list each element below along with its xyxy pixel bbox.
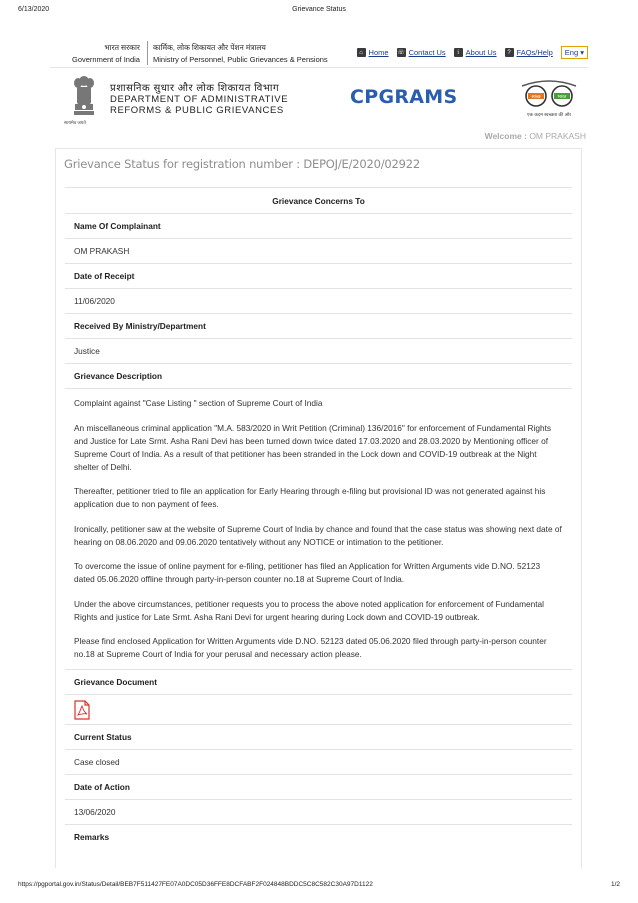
government-label [72,42,140,66]
government-hindi: भारत सरकार [104,43,140,52]
name-value: OM PRAKASH [65,238,572,263]
swachh-right-text: भारत [557,95,567,100]
description-paragraph: Complaint against "Case Listing " section of Supreme Court of India [74,398,323,408]
nav-faq-label: FAQs/Help [516,48,553,57]
department-english-2: REFORMS & PUBLIC GRIEVANCES [110,105,284,116]
nav-contact[interactable] [397,48,446,57]
ministry-hindi: कार्मिक, लोक शिकायत और पेंशन मंत्रालय [153,43,266,52]
emblem-caption: सत्यमेव जयते [64,120,86,125]
description-paragraph: Ironically, petitioner saw at the website of Supreme Court of India by chance and found that the case status was showing next date of hearing on 08.06.2020 and 09.06.2020 tentatively without any NOTICE or intimation to the petitioner. [74,523,562,547]
language-select[interactable]: Eng ▾ [561,46,588,59]
welcome-user: OM PRAKASH [529,131,586,141]
ministry-label [153,42,328,66]
phone-icon: ☏ [397,50,405,56]
welcome-label: Welcome : [484,131,527,141]
action-date-label: Date of Action [65,774,572,799]
info-icon: i [454,48,463,57]
welcome-message [485,131,586,141]
print-title: Grievance Status [292,6,346,13]
home-icon: ⌂ [357,48,366,57]
top-bar [50,38,588,68]
national-emblem-icon [72,74,96,120]
document-label: Grievance Document [65,669,572,694]
concerns-heading: Grievance Concerns To [65,187,572,213]
nav-faq[interactable] [505,48,553,57]
nav-home-label: Home [368,48,389,57]
print-page-number: 1/2 [610,881,620,888]
grievance-details [65,187,572,849]
remarks-label: Remarks [65,824,572,849]
brand-header [50,72,588,130]
print-url: https://pgportal.gov.in/Status/Detail/BEB7F511427FE07A0DC05D36FFE8DCFABF2F024848BDDC5C8C582C30A97D1122 [18,881,373,888]
document-row [65,694,572,724]
top-nav [349,46,588,59]
grievance-title: Grievance Status for registration number : DEPOJ/E/2020/02922 [64,157,420,171]
nav-about[interactable] [454,48,497,57]
nav-about-label: About Us [465,48,497,57]
department-hindi: प्रशासनिक सुधार और लोक शिकायत विभाग [110,83,280,94]
receipt-value: 11/06/2020 [65,288,572,313]
grievance-panel [55,148,582,868]
status-value: Case closed [65,749,572,774]
department-english-1: DEPARTMENT OF ADMINISTRATIVE [110,94,289,105]
name-label: Name Of Complainant [65,213,572,238]
description-paragraph: To overcome the issue of online payment for e-filing, petitioner has filed an Application for Written Arguments vide D.NO. 52123 dated 05.06.2020 offline through party-in-person counter no.18 at Supreme Court of India. [74,561,541,584]
description-text [65,388,572,669]
print-date: 6/13/2020 [18,6,50,13]
pdf-icon[interactable] [74,700,90,720]
print-header [18,6,620,18]
receipt-label: Date of Receipt [65,263,572,288]
description-paragraph: Thereafter, petitioner tried to file an application for Early Hearing through e-filing but provisional ID was not generated against his application due to non payment of fees. [74,486,546,509]
print-footer [18,881,620,891]
government-english: Government of India [72,55,140,64]
description-paragraph: Please find enclosed Application for Written Arguments vide D.NO. 52123 dated 05.06.2020 filed through party-in-person counter no.18 at Supreme Court of India for your perusal and necessary action please. [74,636,547,659]
nav-contact-label: Contact Us [408,48,446,57]
description-paragraph: Under the above circumstances, petitioner requests you to process the above noted application for enforcement of Fundamental Rights and justice for Late Srmt. Asha Rani Devi for urgent hearing during Lock down and COVID-19 outbreak. [74,598,544,622]
action-date-value: 13/06/2020 [65,799,572,824]
department-name [110,80,288,116]
help-icon: ? [505,48,514,57]
cpgrams-logo[interactable]: CPGRAMS [350,86,458,108]
nav-home[interactable] [357,48,389,57]
ministry-dept-label: Received By Ministry/Department [65,313,572,338]
description-paragraph: An miscellaneous criminal application "M.A. 583/2020 in Writ Petition (Criminal) 136/2016" for enforcement of Fundamental Rights and Justice for Late Srmt. Asha Rani Devi has been turned down twice dated 17.03.2020 and 28.03.2020 by Mentioning officer of Supreme Court of India. As a result of that petitioner has been stranded in the Lock down and COVID-19 outbreak at the Night shelter of Delhi. [74,422,552,472]
status-label: Current Status [65,724,572,749]
swachh-tagline: एक कदम स्वच्छता की ओर [526,113,572,118]
divider [147,41,148,65]
description-label: Grievance Description [65,363,572,388]
swachh-bharat-logo-icon [514,80,584,120]
ministry-english: Ministry of Personnel, Public Grievances & Pensions [153,55,328,64]
swachh-left-text: स्वच्छ [531,95,541,100]
ministry-dept-value: Justice [65,338,572,363]
